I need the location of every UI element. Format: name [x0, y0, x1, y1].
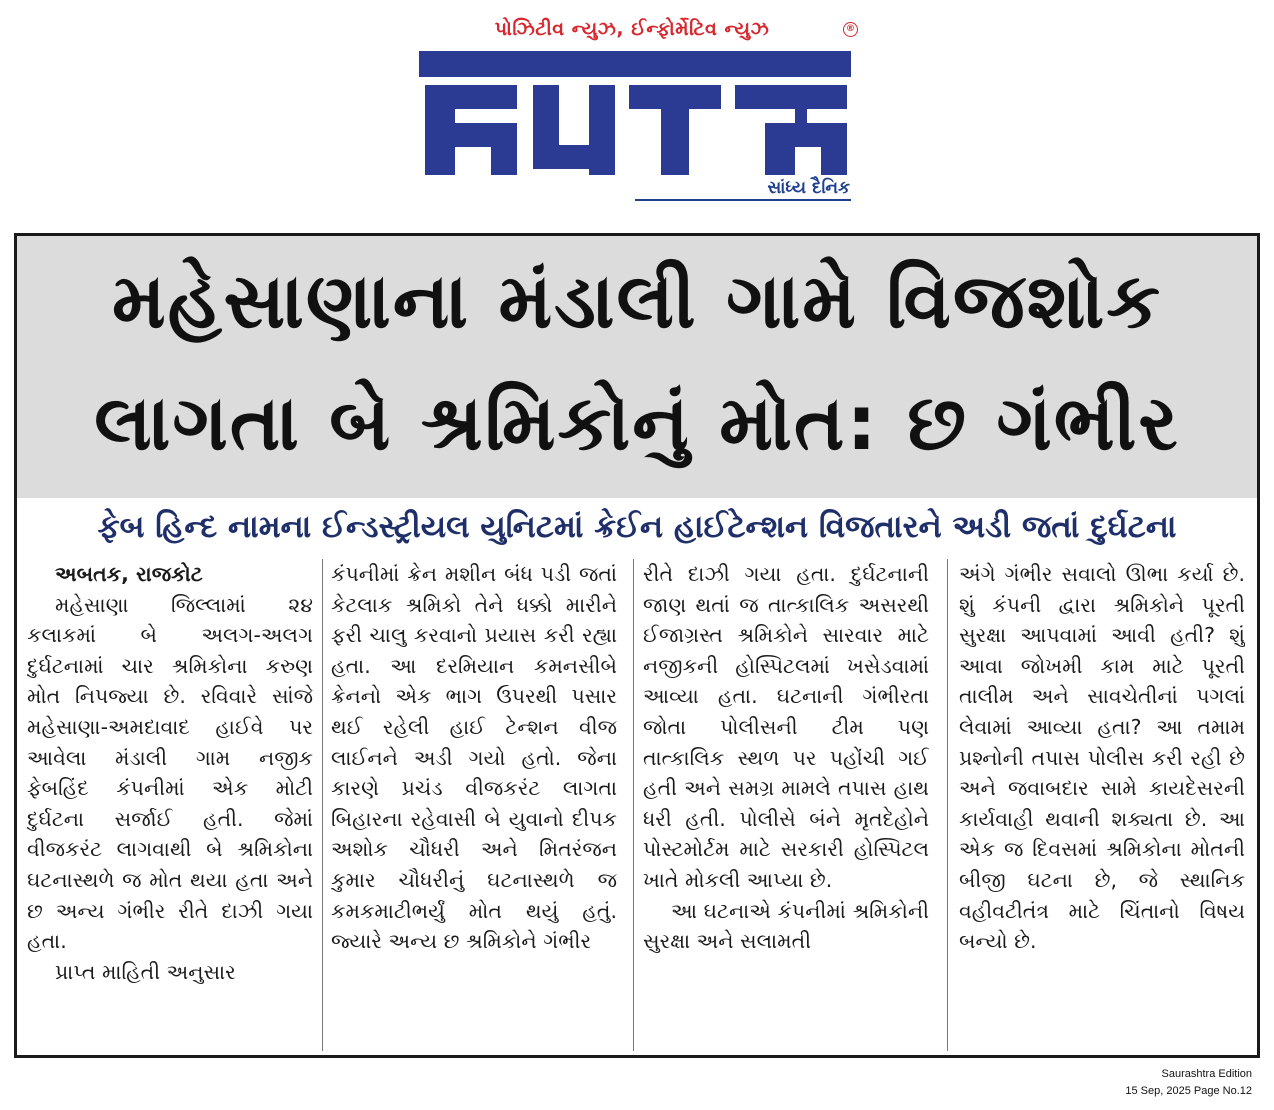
masthead-rule [635, 199, 851, 201]
masthead-subtitle: સાંધ્ય દૈનિક [767, 178, 850, 198]
column-3-paragraph-2: આ ઘટનાએ કંપનીમાં શ્રમિકોની સુરક્ષા અને સલામતી [643, 898, 929, 954]
column-1-paragraph-2: પ્રાપ્ત માહિતી અનુસાર [55, 959, 236, 984]
column-1-paragraph-1: મહેસાણા જિલ્લામાં ૨૪ કલાકમાં બે અલગ-અલગ દુર્ઘટનામાં ચાર શ્રમિકોના કરુણ મોત નિપજ્યા છે. રવિવારે સાંજે મહેસાણા-અમદાવાદ હાઈવે પર આવેલા મંડાલી ગામ નજીક ફેબહિંદ કંપનીમાં એક મોટી દુર્ઘટના સર્જાઈ હતી. જેમાં વીજકરંટ લાગવાથી બે શ્રમિકોના ઘટનાસ્થળે જ મોત થયા હતા અને છ અન્ય ગંભીર રીતે દાઝી ગયા હતા. [27, 592, 313, 954]
column-3 [643, 559, 929, 1051]
dateline: અબતક, રાજકોટ [55, 562, 203, 586]
headline-line-1: મહેસાણાના મંડાલી ગામે વિજશોક [111, 256, 1162, 345]
headline-box [17, 236, 1257, 498]
subheadline: ફેબ હિન્દ નામના ઈન્ડસ્ટ્રીયલ યુનિટમાં ક્રેઈન હાઈટેન્શન વિજતારને અડી જતાં દુર્ઘટના [97, 509, 1177, 545]
edition-label: Saurashtra Edition [1161, 1068, 1252, 1080]
page-footer [1125, 1066, 1252, 1100]
column-2-text: કંપનીમાં ક્રેન મશીન બંધ પડી જતાં કેટલાક શ્રમિકો તેને ધક્કો મારીને ફરી ચાલુ કરવાનો પ્રયાસ કરી રહ્યા હતા. આ દરમિયાન કમનસીબે ક્રેનનો એક ભાગ ઉપરથી પસાર થઈ રહેલી હાઈ ટેન્શન વીજ લાઈનને અડી ગયો હતો. જેના કારણે પ્રચંડ વીજકરંટ લાગતા બિહારના રહેવાસી બે યુવાનો દીપક અશોક ચૌધરી અને મિતરંજન કુમાર ચૌધરીનું ઘટનાસ્થળે જ કમકમાટીભર્યું મોત થયું હતું. જ્યારે અન્ય છ શ્રમિકોને ગંભીર [331, 562, 617, 954]
article-columns [27, 559, 1249, 1051]
column-divider [633, 559, 634, 1051]
column-1 [27, 559, 313, 1051]
registered-mark-icon: ® [843, 22, 858, 37]
masthead [0, 0, 1274, 215]
abtak-logo [415, 45, 855, 180]
headline-line-2: લાગતા બે શ્રમિકોનું મોત: છ ગંભીર [94, 378, 1180, 467]
column-4 [959, 559, 1245, 1051]
column-divider [322, 559, 323, 1051]
date-page-label: 15 Sep, 2025 Page No.12 [1125, 1085, 1252, 1097]
masthead-tagline: પોઝિટીવ ન્યુઝ, ઈન્ફોર્મેટિવ ન્યુઝ [494, 18, 770, 40]
article [14, 233, 1260, 1058]
column-2 [331, 559, 617, 1051]
column-4-text: અંગે ગંભીર સવાલો ઊભા કર્યા છે. શું કંપની દ્વારા શ્રમિકોને પૂરતી સુરક્ષા આપવામાં આવી હતી? શું આવા જોખમી કામ માટે પૂરતી તાલીમ અને સાવચેતીનાં પગલાં લેવામાં આવ્યા હતા? આ તમામ પ્રશ્નોની તપાસ પોલીસ કરી રહી છે અને જવાબદાર સામે કાયદેસરની કાર્યવાહી થવાની શક્યતા છે. આ એક જ દિવસમાં શ્રમિકોના મોતની બીજી ઘટના છે, જે સ્થાનિક વહીવટીતંત્ર માટે ચિંતાનો વિષય બન્યો છે. [959, 562, 1245, 954]
column-divider [947, 559, 948, 1051]
column-3-paragraph-1: રીતે દાઝી ગયા હતા. દુર્ઘટનાની જાણ થતાં જ તાત્કાલિક અસરથી ઈજાગ્રસ્ત શ્રમિકોને સારવાર માટે નજીકની હોસ્પિટલમાં ખસેડવામાં આવ્યા હતા. ઘટનાની ગંભીરતા જોતા પોલીસની ટીમ પણ તાત્કાલિક સ્થળ પર પહોંચી ગઈ હતી અને સમગ્ર મામલે તપાસ હાથ ધરી હતી. પોલીસે બંને મૃતદેહોને પોસ્ટમોર્ટમ માટે સરકારી હોસ્પિટલ ખાતે મોકલી આપ્યા છે. [643, 562, 929, 892]
